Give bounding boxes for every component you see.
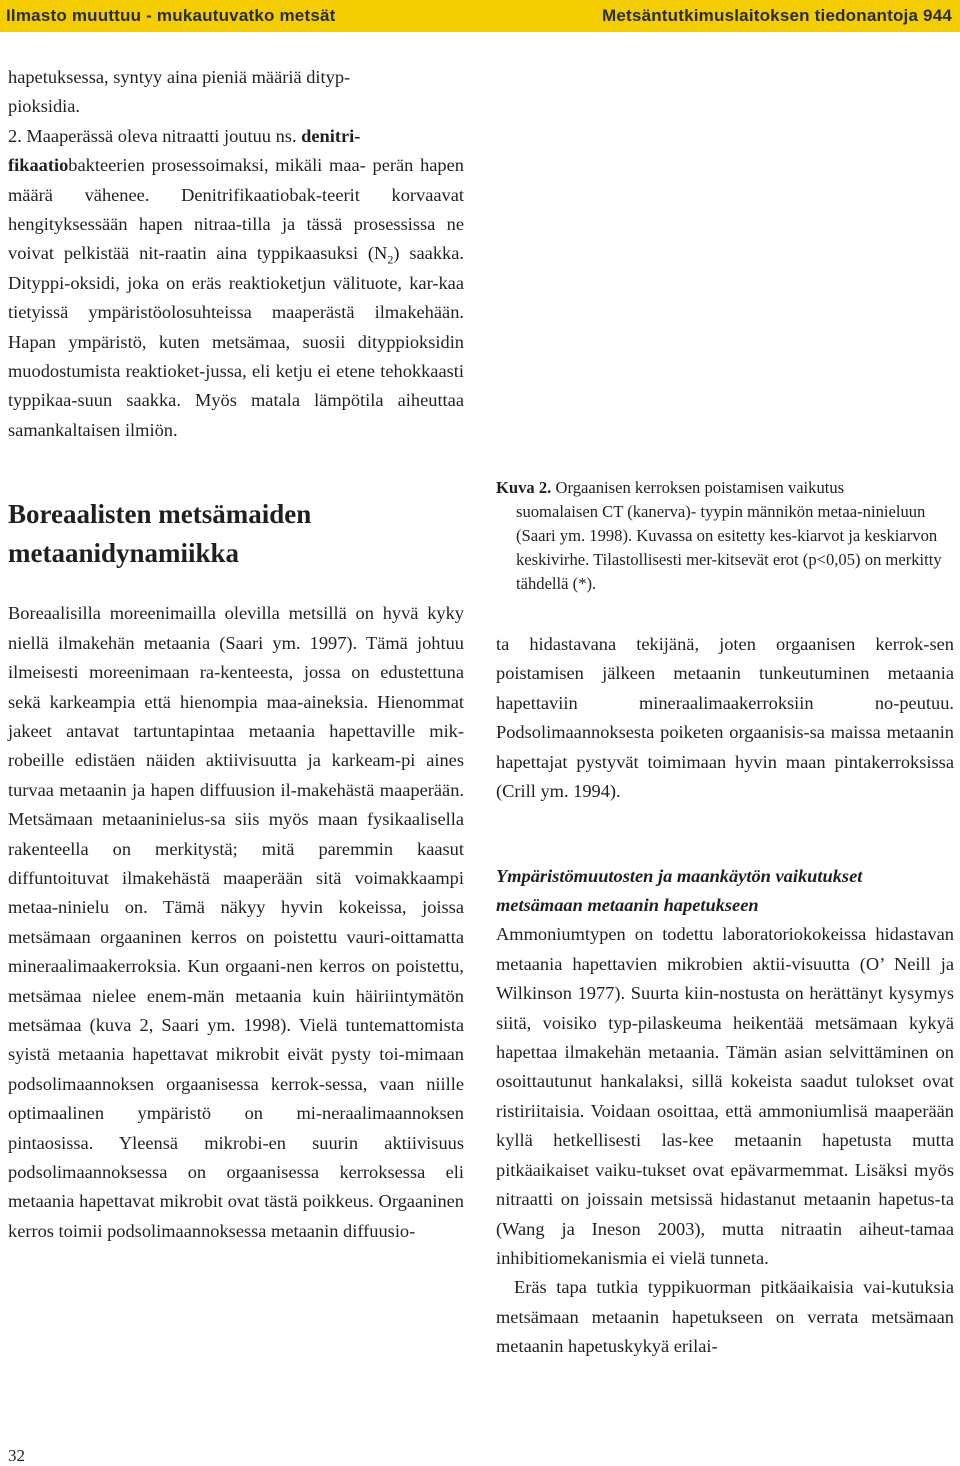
intro-line-4: bakteerien prosessoimaksi, mikäli maa- [68, 155, 366, 176]
right-paragraph-2: Ammoniumtypen on todettu laboratoriokokeissa hidastavan metaania hapettavien mikrobien aktii-visuutta (O’ Neill ja Wilkinson 1977). Suurta kiin-nostusta on herättänyt kysymys siitä, voisiko typ-pilaskeuma heikentää metsämaan kykyä hapettaa ilmakehän metaania. Tämän asian selvittäminen on osoittautunut hankalaksi, sillä kokeista saadut tulokset ovat ristiriitaisia. Voidaan osoittaa, että ammoniumlisä maaperään kyllä hetkellisesti las-kee metaanin hapetusta mutta pitkäaikaiset vaiku-tukset ovat epävarmemmat. Lisäksi myös nitraatti on joissain metsissä hidastanut metaanin hapetus-ta (Wang ja Ineson 2003), mutta nitraatin aiheut-tamaa inhibitiomekanismia ei vielä tunneta. [496, 924, 954, 1268]
page-number: 32 [8, 1446, 25, 1465]
subscript-2: 2 [387, 253, 394, 268]
section-heading [8, 495, 464, 573]
caption-label: Kuva 2. [496, 478, 552, 497]
intro-rest-2: ) saakka. Dityppi-oksidi, joka on eräs reaktioketjun välituote, kar-kaa tietyissä ympäristöolosuhteissa maaperästä ilmakehään. Hapan ympäristö, kuten metsämaa, suosii dityppioksidin muodostumista reaktioket-jussa, eli ketju ei etene tehokkaasti typpikaa-suun saakka. Myös matala lämpötila aiheuttaa samankaltaisen ilmiön. [8, 243, 464, 440]
caption-line-1: Orgaanisen kerroksen poistamisen vaikutus [555, 478, 845, 497]
intro-rest-1: perän hapen määrä vähenee. Denitrifikaatiobak-teerit korvaavat hengityksessään hapen nitraa-tilla ja tässä prosessissa ne voivat pelkistää nit-raatin aina typpikaasuksi (N [8, 155, 464, 264]
intro-term-bold-2: fikaatio [8, 155, 69, 176]
section-heading-line-2: metaanidynamiikka [8, 538, 240, 569]
subheading-line-1: Ympäristömuutosten ja maankäytön vaikutukset [496, 866, 863, 887]
right-paragraph-1: ta hidastavana tekijänä, joten orgaanisen kerrok-sen poistamisen jälkeen metaanin tunkeutuminen metaania hapettaviin mineraalimaakerroksiin no-peutuu. Podsolimaannoksesta poiketen orgaanisis-sa maissa metaanin hapettajat pystyvät toimimaan hyvin maan pintakerroksissa (Crill ym. 1994). [496, 634, 954, 802]
subheading [496, 862, 954, 920]
intro-term-bold-1: denitri- [301, 125, 361, 146]
header-series: Metsäntutkimuslaitoksen tiedonantoja 944 [602, 6, 952, 25]
body-paragraph: Boreaalisilla moreenimailla olevilla metsillä on hyvä kyky niellä ilmakehän metaania (Saari ym. 1997). Tämä johtuu ilmeisesti moreenimaan ra-kenteesta, jossa on edustettuna sekä karkeampia että hienompia maa-aineksia. Hienommat jakeet antavat tartuntapintaa metaania hapettaville mik-robeille edistäen näiden aktiivisuutta ja karkeam-pi aines turvaa metaanin ja hapen diffuusion il-makehästä maaperään. Metsämaan metaaninielus-sa siis myös maan fysikaalisella rakenteella on merkitystä; mitä paremmin kaasut diffuntoituvat ilmakehästä maaperään sitä voimakkaampi metaa-ninielu on. Tämä näkyy hyvin kokeissa, joissa metsämaan orgaaninen kerros on poistettu vauri-oittamatta mineraalimaakerroksia. Kun orgaani-nen kerros on poistettu, metsämaa nielee enem-män metaania kuin häiriintymätön metsämaa (kuva 2, Saari ym. 1998). Vielä tuntemattomista syistä metaania hapettavat mikrobit eivät pysty toi-mimaan podsolimaannoksen orgaanisessa kerrok-sessa, vaan niille optimaalinen ympäristö on mi-neraalimaannoksen pintaosissa. Yleensä mikrobi-en suurin aktiivisuus podsolimaannoksessa on orgaanisessa kerroksessa eli metaania hapettavat mikrobit ovat tästä poikkeus. Orgaaninen kerros toimii podsolimaannoksessa metaanin diffuusio- [8, 603, 464, 1241]
caption-body: suomalaisen CT (kanerva)- tyypin männikön metaa-ninieluun (Saari ym. 1998). Kuvassa on esitetty kes-kiarvot ja keskiarvon keskivirhe. Tilastollisesti mer-kitsevät erot (p<0,05) on merkitty tähdellä (*). [516, 502, 942, 593]
left-column [8, 63, 464, 1246]
intro-line-2: pioksidia. [8, 96, 81, 117]
intro-line-3: 2. Maaperässä oleva nitraatti joutuu ns. [8, 125, 302, 146]
section-heading-line-1: Boreaalisten metsämaiden [8, 499, 312, 530]
right-column [496, 476, 954, 1362]
header-title: Ilmasto muuttuu - mukautuvatko metsät [6, 6, 336, 25]
running-header [0, 0, 960, 32]
right-paragraph-3: Eräs tapa tutkia typpikuorman pitkäaikaisia vai-kutuksia metsämaan metaanin hapetukseen on verrata metsämaan metaanin hapetuskykyä erilai- [496, 1277, 954, 1357]
intro-paragraph [8, 63, 464, 445]
intro-line-1: hapetuksessa, syntyy aina pieniä määriä dityp- [8, 67, 351, 87]
figure-caption [496, 476, 954, 596]
subheading-line-2: metsämaan metaanin hapetukseen [496, 895, 759, 916]
